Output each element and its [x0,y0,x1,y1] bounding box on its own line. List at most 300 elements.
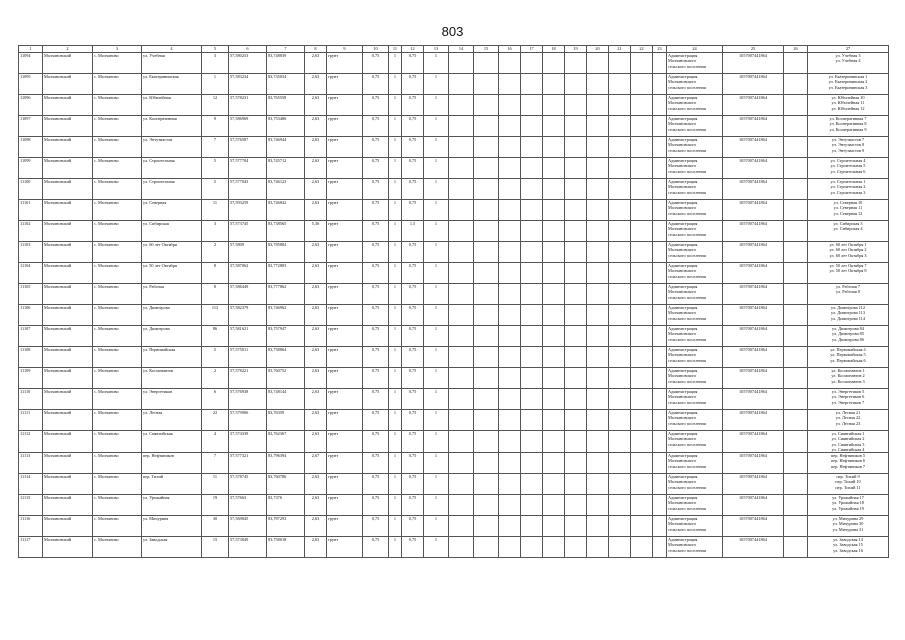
cell-col-25: 1057007441864 [723,179,784,200]
cell-col-19 [565,453,587,474]
cell-col-11: 1 [389,410,402,431]
cell-col-5: 3 [202,221,229,242]
cell-col-2: Молчановский [43,179,93,200]
cell-col-25: 1057007441864 [723,516,784,537]
cell-col-14 [449,74,474,95]
cell-col-8: 2,63 [305,537,327,558]
cell-col-15 [474,74,499,95]
cell-col-10: 0,75 [363,263,389,284]
cell-col-25: 1057007441864 [723,453,784,474]
owner-line: сельского поселения [668,463,706,469]
owner-line: Администрация [668,242,698,247]
cell-col-24 [667,53,723,74]
cell-col-23 [653,410,667,431]
cell-col-18 [543,347,565,368]
cell-col-1: 11107 [19,326,43,347]
cell-col-16 [499,305,521,326]
column-number-6: 6 [229,46,267,53]
cell-col-17 [521,495,543,516]
address-line: ул. Димитрова 112 [831,305,865,310]
cell-col-10: 0,75 [363,95,389,116]
owner-line: сельского поселения [668,63,706,69]
cell-col-4: ул. Космонавтов [142,368,202,389]
cell-col-8: 2,63 [305,116,327,137]
cell-col-21 [609,284,631,305]
address-line: ул. Лесная 22 [835,415,861,421]
column-number-23: 23 [653,46,667,53]
cell-col-18 [543,53,565,74]
owner-line: Молчановского [668,373,697,379]
cell-col-7: 83,772883 [267,263,305,284]
cell-col-12: 0,75 [402,410,424,431]
cell-col-25: 1057007441864 [723,284,784,305]
cell-col-10: 0,75 [363,74,389,95]
cell-col-14 [449,200,474,221]
cell-col-9: грунт [327,200,363,221]
cell-col-2: Молчановский [43,516,93,537]
cell-col-3: с. Молчаново [93,200,142,221]
cell-col-16 [499,95,521,116]
address-line: ул. Энтузиастов 7 [831,137,865,142]
owner-line: Администрация [668,305,698,310]
cell-col-8: 2,63 [305,305,327,326]
cell-col-10: 0,75 [363,158,389,179]
cell-col-2: Молчановский [43,347,93,368]
cell-col-22 [631,453,653,474]
owner-line: сельского поселения [668,147,706,153]
cell-col-11: 1 [389,179,402,200]
cell-col-26 [784,410,808,431]
cell-col-9: грунт [327,179,363,200]
cell-col-10: 0,75 [363,305,389,326]
cell-col-16 [499,263,521,284]
cell-col-10: 0,75 [363,116,389,137]
cell-col-20 [587,389,609,410]
cell-col-9: грунт [327,158,363,179]
cell-col-15 [474,284,499,305]
address-line: ул. Екатерининская 3 [828,84,868,90]
address-line: ул. Мичурина 31 [832,526,864,532]
cell-col-26 [784,537,808,558]
owner-line: сельского поселения [668,315,706,321]
cell-col-10: 0,75 [363,495,389,516]
cell-col-14 [449,158,474,179]
cell-col-19 [565,221,587,242]
cell-col-19 [565,200,587,221]
cell-col-23 [653,389,667,410]
cell-col-8: 2,63 [305,474,327,495]
cell-col-20 [587,95,609,116]
cell-col-21 [609,410,631,431]
cell-col-13: 1 [424,495,449,516]
cell-col-10: 0,75 [363,389,389,410]
cell-col-13: 1 [424,516,449,537]
cell-col-15 [474,179,499,200]
cell-col-19 [565,326,587,347]
cell-col-3: с. Молчаново [93,495,142,516]
cell-col-4: ул. Екатерининская [142,74,202,95]
cell-col-18 [543,516,565,537]
cell-col-3: с. Молчаново [93,453,142,474]
cell-col-27 [808,116,889,137]
cell-col-16 [499,158,521,179]
cell-col-5: 3 [202,53,229,74]
cell-col-24 [667,495,723,516]
cell-col-3: с. Молчаново [93,326,142,347]
cell-col-19 [565,116,587,137]
cell-col-21 [609,200,631,221]
cell-col-14 [449,179,474,200]
cell-col-24 [667,474,723,495]
cell-col-11: 1 [389,516,402,537]
cell-col-22 [631,158,653,179]
cell-col-11: 1 [389,95,402,116]
cell-col-17 [521,516,543,537]
cell-col-14 [449,95,474,116]
table-row [19,431,889,453]
cell-col-1: 11102 [19,221,43,242]
cell-col-5: 30 [202,516,229,537]
cell-col-5: 4 [202,431,229,453]
cell-col-12: 0,75 [402,305,424,326]
cell-col-24 [667,263,723,284]
cell-col-17 [521,347,543,368]
address-line: ул. Энтузиастов 8 [831,142,865,148]
cell-col-18 [543,368,565,389]
cell-col-21 [609,116,631,137]
cell-col-21 [609,242,631,263]
cell-col-7: 83,745712 [267,158,305,179]
column-number-18: 18 [543,46,565,53]
cell-col-22 [631,53,653,74]
cell-col-6: 57,581621 [229,326,267,347]
cell-col-13: 1 [424,263,449,284]
cell-col-14 [449,453,474,474]
cell-col-27 [808,410,889,431]
cell-col-14 [449,410,474,431]
owner-line: Молчановского [668,268,697,274]
cell-col-2: Молчановский [43,137,93,158]
cell-col-19 [565,137,587,158]
cell-col-2: Молчановский [43,305,93,326]
cell-col-26 [784,474,808,495]
cell-col-27 [808,95,889,116]
cell-col-11: 1 [389,474,402,495]
owner-line: сельского поселения [668,252,706,258]
cell-col-13: 1 [424,431,449,453]
cell-col-16 [499,53,521,74]
cell-col-10: 0,75 [363,453,389,474]
cell-col-22 [631,200,653,221]
cell-col-1: 11106 [19,305,43,326]
cell-col-6: 57,582379 [229,305,267,326]
cell-col-25: 1057007441864 [723,368,784,389]
cell-col-22 [631,95,653,116]
cell-col-8: 2,63 [305,284,327,305]
cell-col-15 [474,495,499,516]
cell-col-7: 83,762367 [267,431,305,453]
cell-col-2: Молчановский [43,389,93,410]
cell-col-17 [521,116,543,137]
table-row [19,242,889,263]
cell-col-10: 0,75 [363,242,389,263]
cell-col-13: 1 [424,200,449,221]
cell-col-5: 11 [202,200,229,221]
cell-col-8: 2,63 [305,137,327,158]
cell-col-1: 11095 [19,74,43,95]
cell-col-7: 83,748144 [267,389,305,410]
table-row [19,137,889,158]
address-line: ул. Строительная 1 [830,179,866,184]
cell-col-18 [543,284,565,305]
cell-col-8: 2,63 [305,53,327,74]
owner-line: Администрация [668,389,698,394]
owner-line: Молчановского [668,394,697,400]
cell-col-9: грунт [327,53,363,74]
cell-col-20 [587,242,609,263]
cell-col-3: с. Молчаново [93,537,142,558]
owner-line: Молчановского [668,247,697,253]
cell-col-8: 2,67 [305,453,327,474]
cell-col-10: 0,75 [363,537,389,558]
cell-col-9: грунт [327,453,363,474]
address-line: ул. Сиявтийская 3 [831,441,865,447]
cell-col-16 [499,453,521,474]
cell-col-23 [653,347,667,368]
cell-col-27 [808,326,889,347]
cell-col-24 [667,74,723,95]
cell-col-16 [499,221,521,242]
address-line: ул. Урожайная 18 [832,500,864,506]
cell-col-9: грунт [327,389,363,410]
cell-col-18 [543,389,565,410]
cell-col-15 [474,410,499,431]
cell-col-14 [449,137,474,158]
cell-col-27 [808,284,889,305]
cell-col-11: 1 [389,284,402,305]
cell-col-4: ул. Учебная [142,53,202,74]
owner-line: сельского поселения [668,294,706,300]
address-line: ул. Строительная 5 [830,163,866,169]
cell-col-18 [543,200,565,221]
column-number-5: 5 [202,46,229,53]
owner-line: Администрация [668,326,698,331]
cell-col-4: ул. Димитрова [142,326,202,347]
cell-col-5: 12 [202,95,229,116]
cell-col-17 [521,537,543,558]
cell-col-13: 1 [424,537,449,558]
cell-col-22 [631,389,653,410]
owner-line: Администрация [668,284,698,289]
cell-col-18 [543,495,565,516]
cell-col-8: 2,63 [305,495,327,516]
owner-line: сельского поселения [668,484,706,490]
address-line: ул. Космонавтов 2 [831,373,865,379]
column-number-15: 15 [474,46,499,53]
cell-col-25: 1057007441864 [723,95,784,116]
owner-line: сельского поселения [668,399,706,405]
cell-col-23 [653,284,667,305]
cell-col-26 [784,221,808,242]
cell-col-27 [808,537,889,558]
cell-col-27 [808,431,889,453]
cell-col-8: 2,63 [305,74,327,95]
cell-col-2: Молчановский [43,221,93,242]
address-line: ул. Северная 10 [833,200,863,205]
cell-col-24 [667,389,723,410]
cell-col-21 [609,516,631,537]
owner-line: Молчановского [668,415,697,421]
cell-col-14 [449,516,474,537]
cell-col-27 [808,474,889,495]
cell-col-16 [499,516,521,537]
cell-col-24 [667,431,723,453]
cell-col-18 [543,305,565,326]
table-row [19,200,889,221]
cell-col-9: грунт [327,495,363,516]
cell-col-1: 11115 [19,495,43,516]
cell-col-6: 57,5809 [229,242,267,263]
cell-col-18 [543,326,565,347]
cell-col-1: 11101 [19,200,43,221]
cell-col-26 [784,284,808,305]
address-line: ул. Кооперативная 7 [829,116,867,121]
cell-col-6: 57,577321 [229,453,267,474]
owner-line: Молчановского [668,121,697,127]
cell-col-6: 57,576587 [229,137,267,158]
cell-col-24 [667,137,723,158]
cell-col-17 [521,474,543,495]
cell-col-25: 1057007441864 [723,200,784,221]
cell-col-19 [565,389,587,410]
cell-col-14 [449,53,474,74]
owner-line: Администрация [668,158,698,163]
cell-col-9: грунт [327,474,363,495]
cell-col-4: ул. Энергетиков [142,389,202,410]
owner-line: Молчановского [668,163,697,169]
table-row [19,53,889,74]
cell-col-20 [587,263,609,284]
cell-col-23 [653,305,667,326]
address-line: ул. 60 лет Октября 1 [829,242,867,247]
cell-col-17 [521,53,543,74]
column-number-16: 16 [499,46,521,53]
cell-col-22 [631,347,653,368]
cell-col-7: 83,765558 [267,95,305,116]
cell-col-6: 57,575011 [229,347,267,368]
cell-col-27 [808,221,889,242]
column-number-9: 9 [327,46,363,53]
cell-col-14 [449,474,474,495]
cell-col-3: с. Молчаново [93,263,142,284]
cell-col-24 [667,95,723,116]
cell-col-27 [808,74,889,95]
cell-col-10: 0,75 [363,179,389,200]
cell-col-11: 1 [389,200,402,221]
cell-col-3: с. Молчаново [93,179,142,200]
cell-col-11: 1 [389,326,402,347]
cell-col-7: 83,746842 [267,200,305,221]
address-line: ул. Сиявтийская 2 [831,436,865,442]
cell-col-27 [808,516,889,537]
cell-col-27 [808,158,889,179]
address-line: ул. Урожайная 17 [832,495,864,501]
cell-col-2: Молчановский [43,116,93,137]
address-line: ул. Северная 11 [833,205,863,211]
cell-col-2: Молчановский [43,474,93,495]
cell-col-4: ул. Юбилейная [142,95,202,116]
cell-col-6: 57,57663 [229,495,267,516]
cell-col-21 [609,453,631,474]
cell-col-17 [521,389,543,410]
cell-col-1: 11114 [19,474,43,495]
cell-col-26 [784,347,808,368]
address-line: ул. Димитрова 113 [831,310,865,316]
column-number-row [19,46,889,53]
cell-col-10: 0,75 [363,137,389,158]
cell-col-25: 1057007441864 [723,53,784,74]
cell-col-11: 1 [389,389,402,410]
cell-col-27 [808,263,889,284]
cell-col-8: 2,63 [305,95,327,116]
cell-col-22 [631,74,653,95]
cell-col-13: 1 [424,95,449,116]
cell-col-17 [521,242,543,263]
cell-col-17 [521,95,543,116]
cell-col-12: 0,75 [402,158,424,179]
cell-col-15 [474,242,499,263]
cell-col-21 [609,221,631,242]
cell-col-23 [653,474,667,495]
cell-col-20 [587,179,609,200]
cell-col-13: 1 [424,158,449,179]
cell-col-22 [631,410,653,431]
cell-col-10: 0,75 [363,200,389,221]
cell-col-22 [631,116,653,137]
cell-col-19 [565,53,587,74]
cell-col-26 [784,389,808,410]
owner-line: Молчановского [668,436,697,442]
cell-col-27 [808,347,889,368]
cell-col-7: 83,76359 [267,410,305,431]
owner-line: Администрация [668,200,698,205]
cell-col-4: ул. Строительная [142,179,202,200]
cell-col-16 [499,368,521,389]
cell-col-23 [653,263,667,284]
cell-col-18 [543,221,565,242]
cell-col-22 [631,242,653,263]
cell-col-3: с. Молчаново [93,158,142,179]
cell-col-12: 0,75 [402,284,424,305]
table-row [19,158,889,179]
address-line: ул. Первомайская 4 [830,347,866,352]
table-row [19,263,889,284]
cell-col-25: 1057007441864 [723,74,784,95]
cell-col-26 [784,53,808,74]
table-row [19,221,889,242]
cell-col-5: 15 [202,537,229,558]
cell-col-20 [587,347,609,368]
cell-col-15 [474,305,499,326]
cell-col-13: 1 [424,242,449,263]
cell-col-7: 83,746962 [267,305,305,326]
cell-col-11: 1 [389,431,402,453]
table-row [19,516,889,537]
owner-line: Администрация [668,95,698,100]
cell-col-21 [609,137,631,158]
cell-col-12: 0,75 [402,74,424,95]
cell-col-6: 57,578745 [229,474,267,495]
